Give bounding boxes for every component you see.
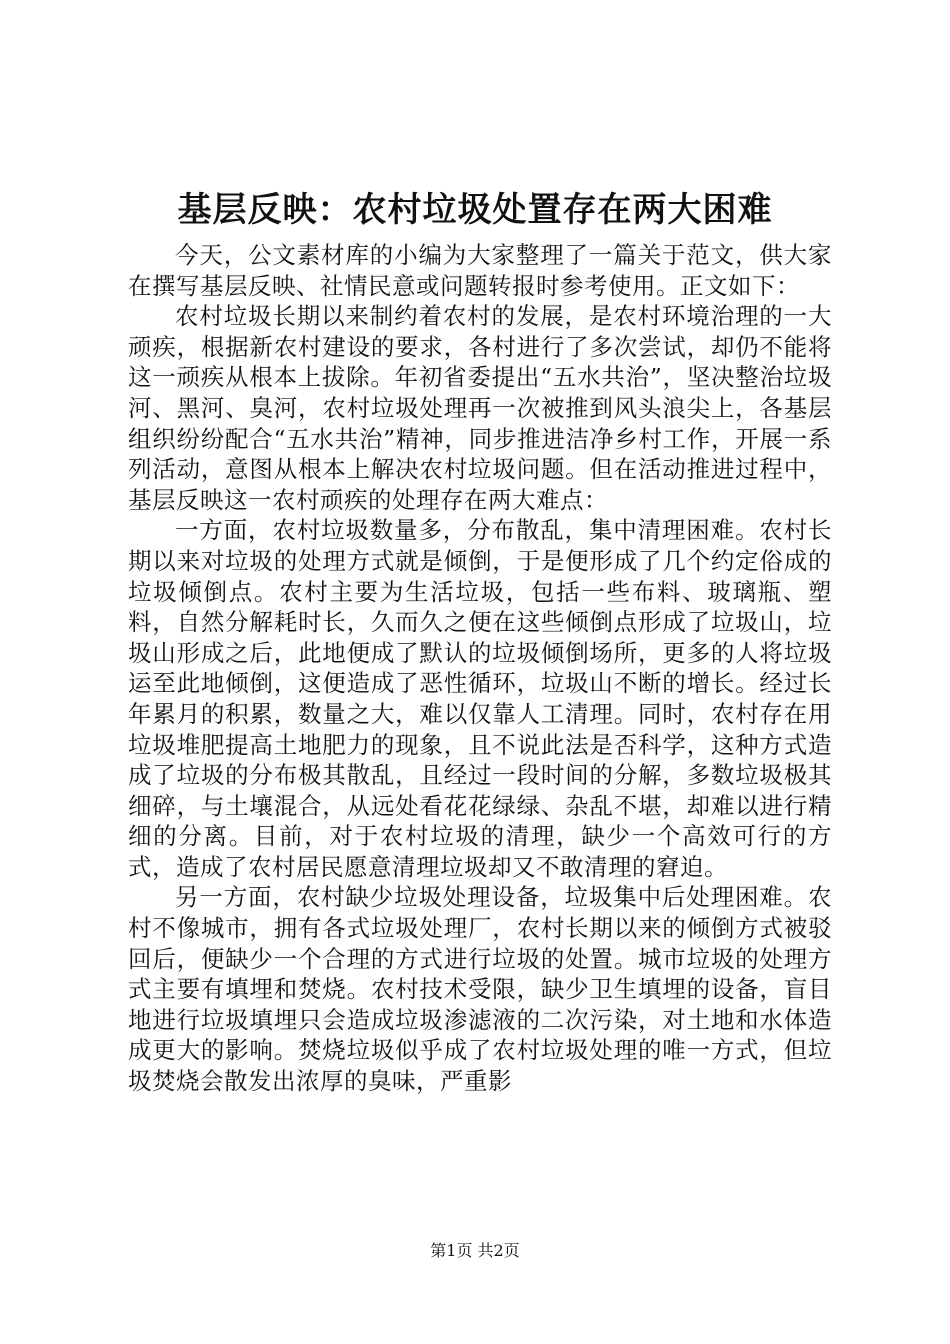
document-body [128, 240, 832, 1097]
paragraph-difficulty-two: 另一方面，农村缺少垃圾处理设备，垃圾集中后处理困难。农村不像城市，拥有各式垃圾处理厂，农村长期以来的倾倒方式被驳回后，便缺少一个合理的方式进行垃圾的处置。城市垃圾的处理方式主要有填埋和焚烧。农村技术受限，缺少卫生填埋的设备，盲目地进行垃圾填埋只会造成垃圾渗滤液的二次污染，对土地和水体造成更大的影响。焚烧垃圾似乎成了农村垃圾处理的唯一方式，但垃圾焚烧会散发出浓厚的臭味，严重影 [128, 883, 832, 1096]
paragraph-difficulty-one: 一方面，农村垃圾数量多，分布散乱，集中清理困难。农村长期以来对垃圾的处理方式就是倾倒，于是便形成了几个约定俗成的垃圾倾倒点。农村主要为生活垃圾，包括一些布料、玻璃瓶、塑料，自然分解耗时长，久而久之便在这些倾倒点形成了垃圾山，垃圾山形成之后，此地便成了默认的垃圾倾倒场所，更多的人将垃圾运至此地倾倒，这便造成了恶性循环，垃圾山不断的增长。经过长年累月的积累，数量之大，难以仅靠人工清理。同时，农村存在用垃圾堆肥提高土地肥力的现象，且不说此法是否科学，这种方式造成了垃圾的分布极其散乱，且经过一段时间的分解，多数垃圾极其细碎，与土壤混合，从远处看花花绿绿、杂乱不堪，却难以进行精细的分离。目前，对于农村垃圾的清理，缺少一个高效可行的方式，造成了农村居民愿意清理垃圾却又不敢清理的窘迫。 [128, 516, 832, 881]
page-footer: 第1页 共2页 [430, 1241, 520, 1260]
paragraph-background: 农村垃圾长期以来制约着农村的发展，是农村环境治理的一大顽疾，根据新农村建设的要求，各村进行了多次尝试，却仍不能将这一顽疾从根本上拔除。年初省委提出“五水共治”，坚决整治垃圾河、黑河、臭河，农村垃圾处理再一次被推到风头浪尖上，各基层组织纷纷配合“五水共治”精神，同步推进洁净乡村工作，开展一系列活动，意图从根本上解决农村垃圾问题。但在活动推进过程中，基层反映这一农村顽疾的处理存在两大难点： [128, 302, 832, 514]
paragraph-intro: 今天，公文素材库的小编为大家整理了一篇关于范文，供大家在撰写基层反映、社情民意或问题转报时参考使用。正文如下： [128, 241, 832, 300]
document-title: 基层反映：农村垃圾处置存在两大困难 [177, 190, 773, 230]
